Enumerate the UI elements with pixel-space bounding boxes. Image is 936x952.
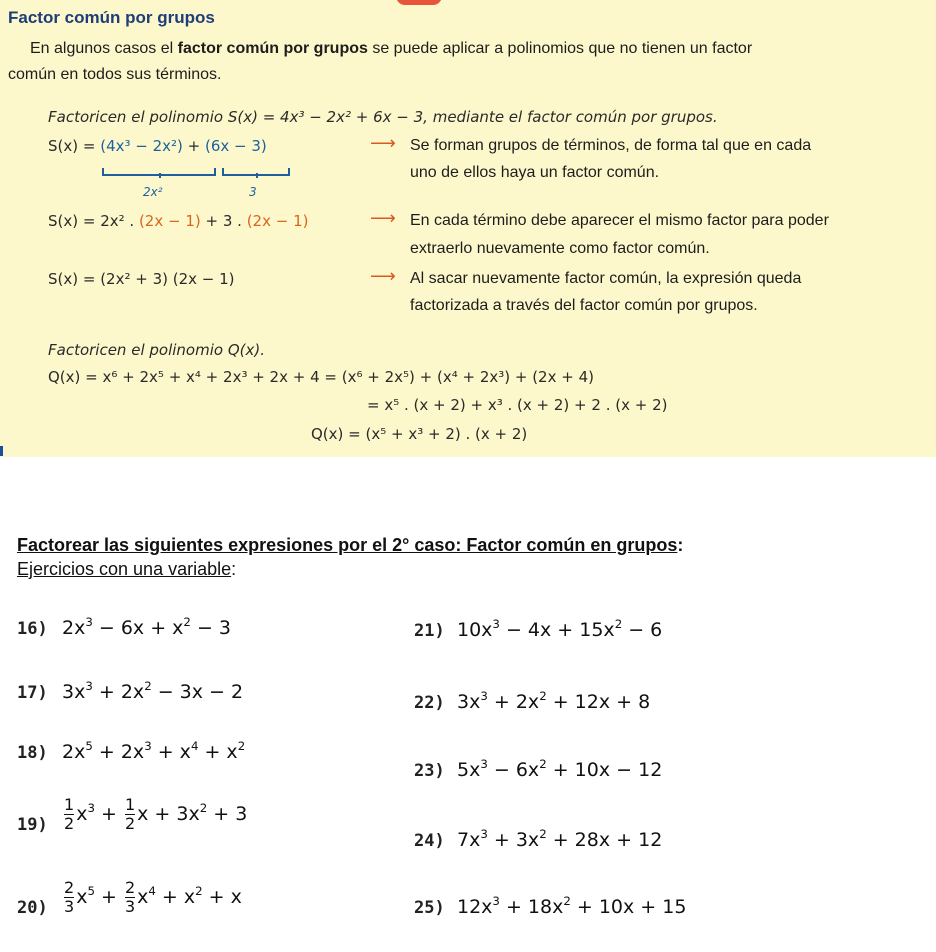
exercises-subheading: Ejercicios con una variable — [17, 559, 232, 579]
exercise-19-number: 19) — [17, 815, 48, 835]
exercise-22: $3x^3 + 2x^2 + 12x + 8$ — [457, 688, 651, 713]
brace-tick — [256, 173, 258, 178]
fraction-numerator: 1 — [124, 795, 136, 814]
step-1-expression — [48, 137, 267, 155]
fraction-numerator: 1 — [64, 795, 75, 814]
step-1-group-2: (6x − 3) — [205, 137, 267, 155]
example-2-line-3: Q(x) = (x⁵ + x³ + 2) . (x + 2) — [311, 425, 528, 443]
intro-text-b: se puede aplicar a polinomios que no tienen un factor — [367, 40, 753, 57]
exercise-25: $12x^3 + 18x^2 + 10x + 15$ — [457, 893, 687, 918]
example-1-prompt: Factoricen el polinomio S(x) = 4x³ − 2x² + 6x − 3, mediante el factor común por grupos. — [48, 108, 718, 126]
step-2-factor-b: (2x − 1) — [246, 212, 309, 230]
intro-line-2: común en todos sus términos. — [8, 66, 222, 83]
step-1-note-line-2: uno de ellos haya un factor común. — [410, 164, 660, 181]
brace-tick — [159, 173, 161, 178]
exercise-17-number: 17) — [17, 683, 48, 703]
example-2-prompt: Factoricen el polinomio Q(x). — [48, 341, 265, 359]
arrow-icon: ⟶ — [370, 266, 396, 287]
fraction-denominator: 3 — [124, 897, 136, 916]
step-3-expression: S(x) = (2x² + 3) (2x − 1) — [48, 270, 235, 288]
step-2-note-line-2: extraerlo nuevamente como factor común. — [410, 240, 710, 257]
exercise-24: $7x^3 + 3x^2 + 28x + 12$ — [457, 826, 663, 851]
exercise-19: $\frac{1}{2}$ $x^3$ + $\frac{1}{2}$ $x + 3x^2 + 3$ — [64, 795, 248, 833]
step-2-expression — [48, 212, 308, 230]
step-1-lhs: S(x) = — [48, 137, 101, 155]
fraction-numerator: 2 — [124, 878, 136, 897]
decorative-tab — [396, 0, 442, 5]
brace-label-1: 2x² — [143, 185, 163, 199]
brace-label-2: 3 — [249, 185, 257, 199]
exercise-20: $\frac{2}{3}$ $x^5$ + $\frac{2}{3}$ $x^4 + x^2 + x$ — [64, 878, 242, 916]
exercise-20-number: 20) — [17, 898, 48, 918]
subheading-row — [17, 559, 236, 580]
exercise-22-number: 22) — [414, 693, 445, 713]
exercise-23: $5x^3 - 6x^2 + 10x - 12$ — [457, 756, 663, 781]
exercise-16: $2x^3 - 6x + x^2 - 3$ — [62, 614, 232, 639]
step-3-note-line-2: factorizada a través del factor común por grupos. — [410, 297, 758, 314]
group-1-brace — [102, 168, 216, 176]
exercise-18: $2x^5 + 2x^3 + x^4 + x^2$ — [62, 738, 246, 763]
exercises-heading-row — [17, 535, 683, 556]
exercise-17: $3x^3 + 2x^2 - 3x - 2$ — [62, 678, 244, 703]
step-1-plus: + — [182, 137, 206, 155]
exercise-21-number: 21) — [414, 621, 445, 641]
fraction — [64, 796, 74, 833]
step-2-factor-a: (2x − 1) — [138, 212, 201, 230]
heading-colon: : — [677, 535, 684, 555]
example-2-line-2: = x⁵ . (x + 2) + x³ . (x + 2) + 2 . (x + 2) — [367, 396, 668, 414]
fraction-denominator: 3 — [64, 897, 75, 916]
subheading-colon: : — [231, 559, 237, 579]
example-2-line-1: Q(x) = x⁶ + 2x⁵ + x⁴ + 2x³ + 2x + 4 = (x⁶ + 2x⁵) + (x⁴ + 2x³) + (2x + 4) — [48, 368, 594, 386]
exercise-25-number: 25) — [414, 898, 445, 918]
intro-line-1 — [30, 40, 752, 58]
group-2-brace — [222, 168, 290, 176]
exercise-21: $10x^3 - 4x + 15x^2 - 6$ — [457, 616, 663, 641]
exercises-heading: Factorear las siguientes expresiones por el 2° caso: Factor común en grupos — [17, 535, 678, 555]
fraction — [125, 796, 135, 833]
exercise-16-number: 16) — [17, 619, 48, 639]
fraction — [125, 879, 135, 916]
box-title: Factor común por grupos — [8, 8, 215, 27]
fraction — [64, 879, 74, 916]
fraction-denominator: 2 — [124, 814, 136, 833]
exercise-23-number: 23) — [414, 761, 445, 781]
decorative-edge — [0, 446, 3, 456]
exercise-24-number: 24) — [414, 831, 445, 851]
fraction-numerator: 2 — [64, 878, 75, 897]
step-1-group-1: (4x³ − 2x²) — [100, 137, 183, 155]
intro-bold: factor común por grupos — [177, 40, 368, 57]
arrow-icon: ⟶ — [370, 208, 396, 229]
intro-text-a: En algunos casos el — [30, 40, 178, 57]
step-2-note-line-1: En cada término debe aparecer el mismo factor para poder — [410, 212, 829, 229]
step-2-a: S(x) = 2x² . — [48, 212, 139, 230]
fraction-denominator: 2 — [64, 814, 75, 833]
step-1-note-line-1: Se forman grupos de términos, de forma tal que en cada — [410, 137, 812, 154]
step-2-c: + 3 . — [200, 212, 247, 230]
exercise-18-number: 18) — [17, 743, 48, 763]
step-3-note-line-1: Al sacar nuevamente factor común, la expresión queda — [410, 270, 802, 287]
arrow-icon: ⟶ — [370, 133, 396, 154]
